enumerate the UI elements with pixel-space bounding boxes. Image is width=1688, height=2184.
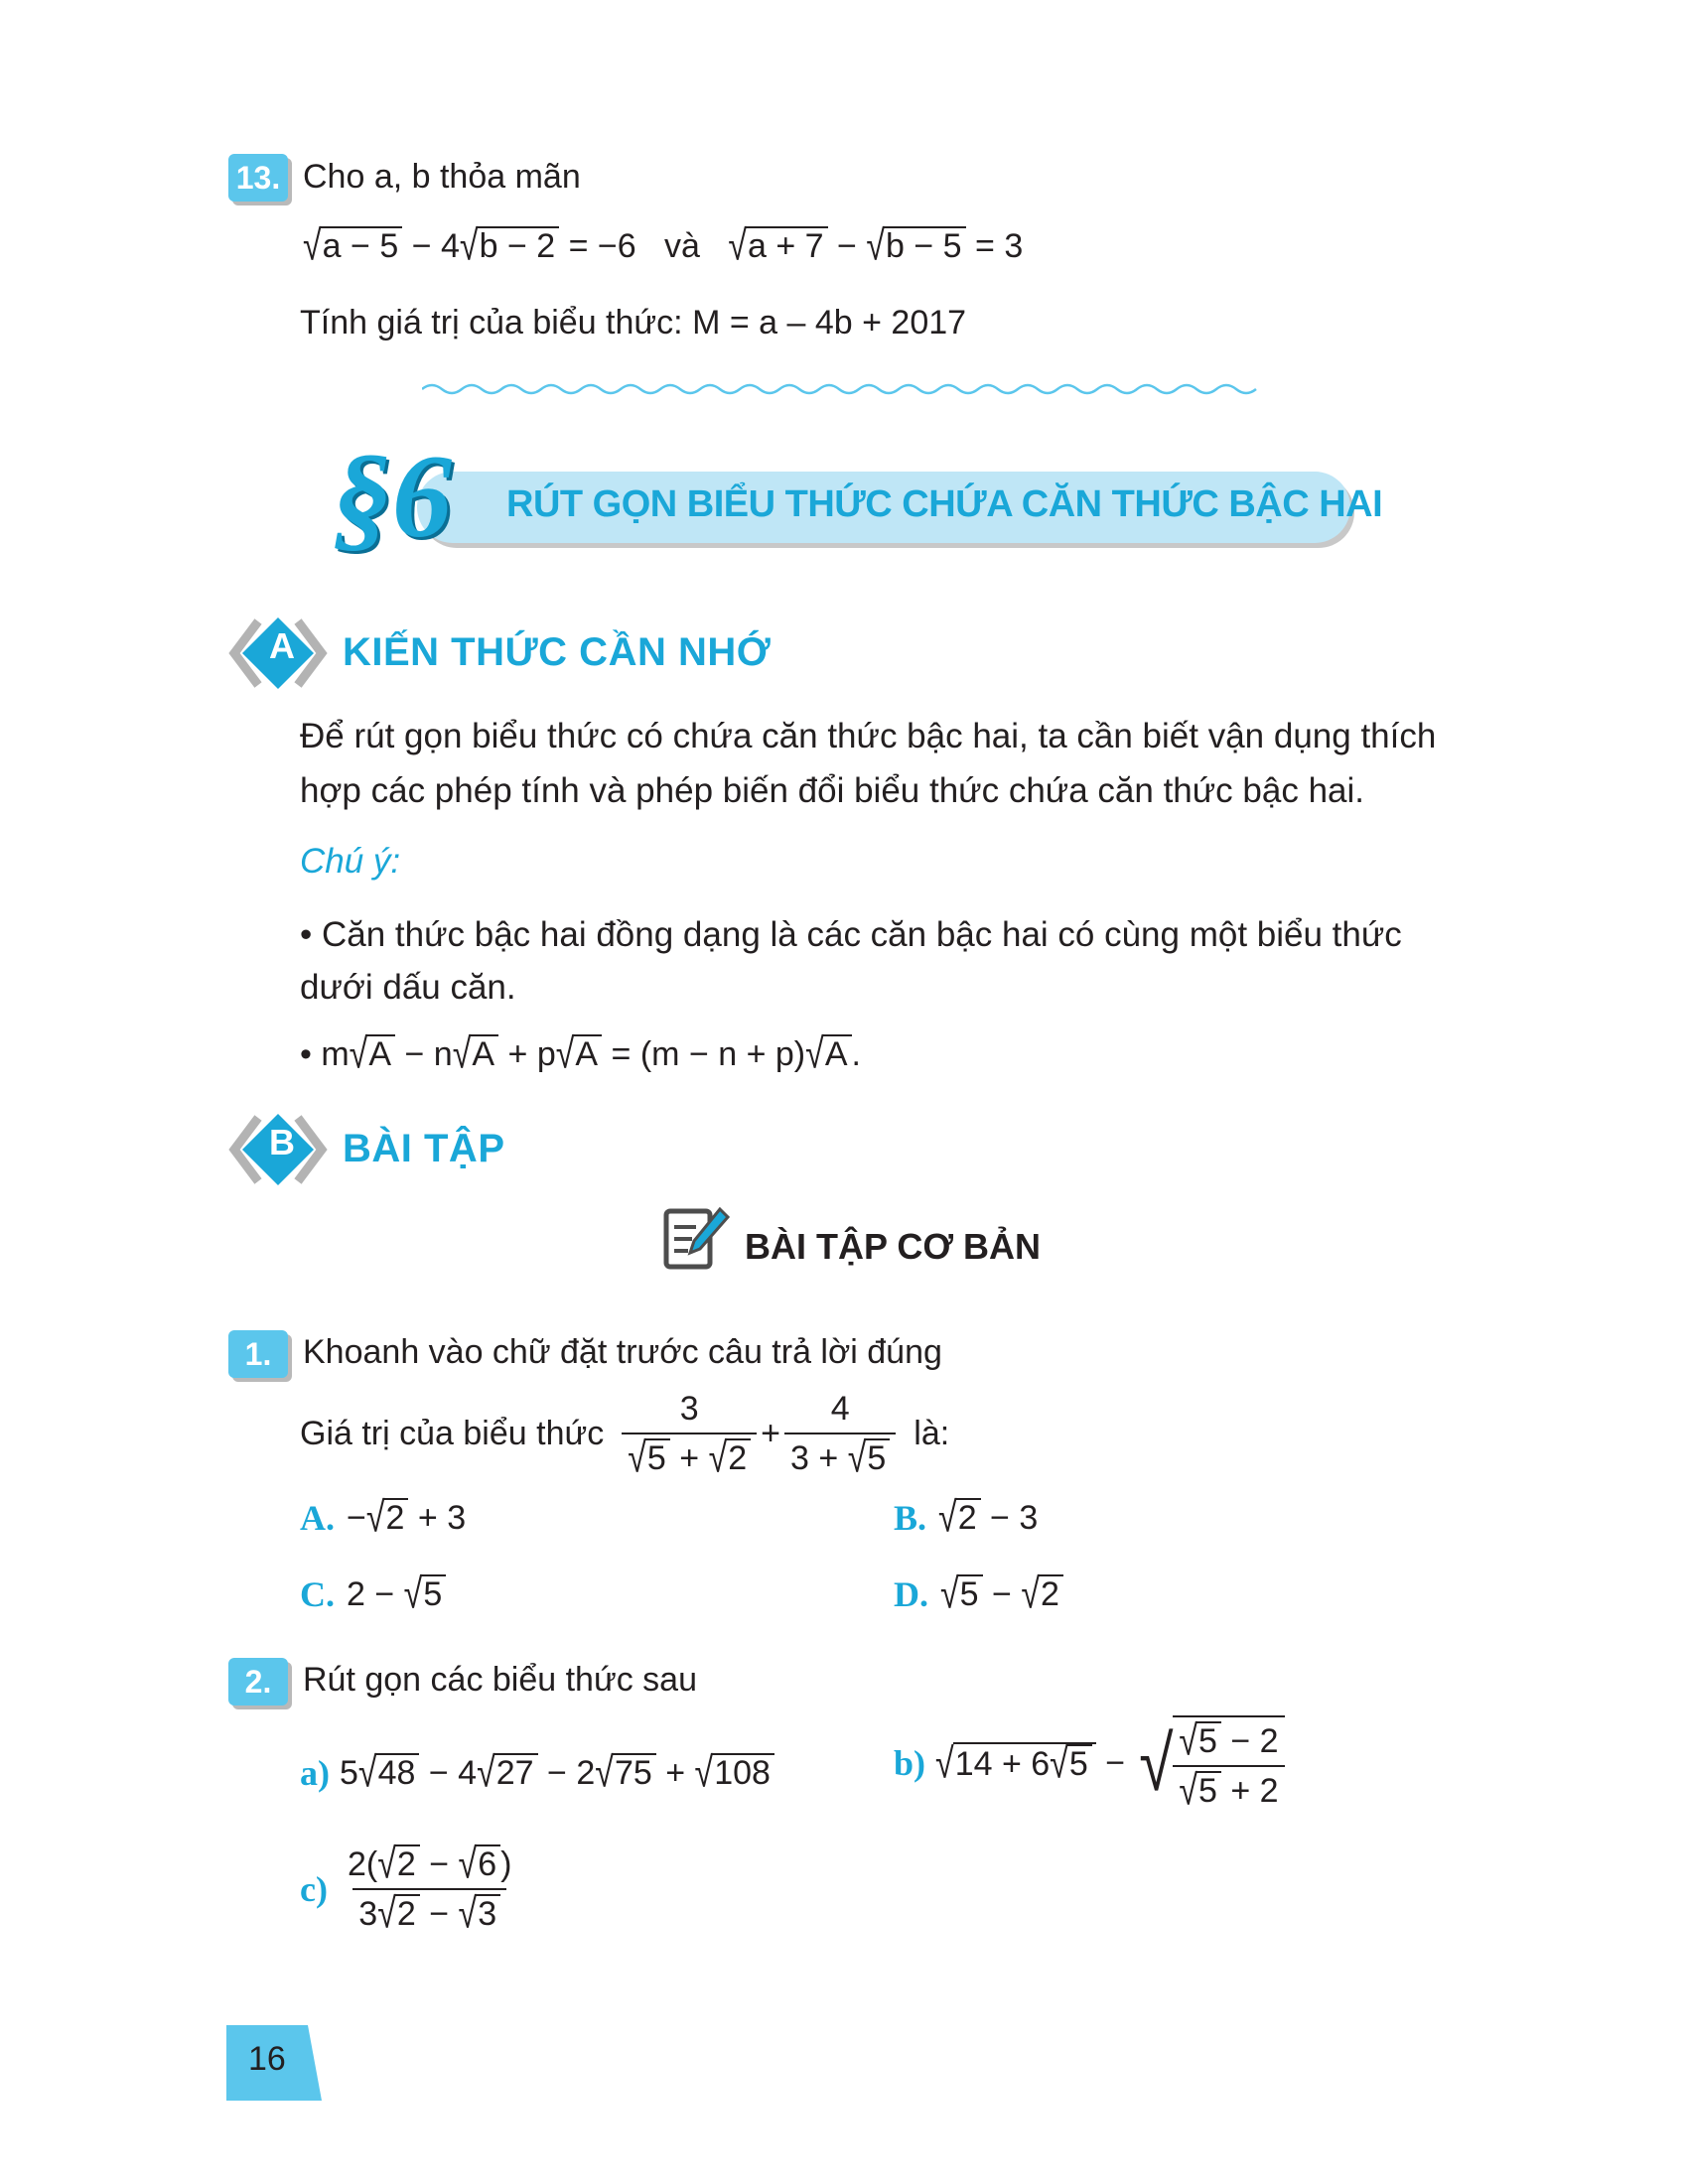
part-label: b): [894, 1743, 926, 1783]
question-prompt: Khoanh vào chữ đặt trước câu trả lời đúng: [303, 1333, 942, 1371]
expression-lead: Giá trị của biểu thức: [300, 1415, 605, 1452]
part-c-expression: c) $\frac{2(√2 - √6 )}{3√2 - √3}$: [300, 1841, 512, 1938]
option-label: D.: [894, 1574, 928, 1614]
sqrt-expression: √A: [350, 1034, 395, 1074]
part-b-heading: BÀI TẬP: [343, 1127, 505, 1170]
part-b-expression: b) √14 + 6√5 − √ $\frac{√5 - 2}{√5 + 2}$: [894, 1715, 1285, 1811]
paragraph-line: hợp các phép tính và phép biến đổi biểu thức chứa căn thức bậc hai.: [300, 771, 1364, 810]
bullet-line: dưới dấu căn.: [300, 968, 516, 1007]
section-symbol: §6: [333, 430, 452, 562]
sqrt-expression: √A: [805, 1034, 851, 1074]
part-a-expression: a) 5√48 − 4√27 − 2√75 + √108: [300, 1752, 774, 1794]
question-number-badge: 2.: [228, 1658, 288, 1706]
problem-intro: Cho a, b thỏa mãn: [303, 158, 581, 196]
part-a-badge-letter: A: [269, 625, 295, 666]
section-title: RÚT GỌN BIỂU THỨC CHỨA CĂN THỨC BẬC HAI: [506, 483, 1383, 525]
fraction: $\frac{4}{3 + √5}$: [784, 1390, 896, 1478]
expression-line: Giá trị của biểu thức $\frac{3}{√5 + √2}$ + $\frac{4}{3 + √5}$ là:: [300, 1390, 950, 1482]
option-label: C.: [300, 1574, 335, 1614]
note-label: Chú ý:: [300, 842, 401, 881]
paragraph-line: Để rút gọn biểu thức có chứa căn thức bậc hai, ta cần biết vận dụng thích: [300, 717, 1437, 755]
sqrt-expression: √a + 7: [728, 226, 827, 266]
option-label: A.: [300, 1498, 335, 1538]
subheading: BÀI TẬP CƠ BẢN: [745, 1226, 1042, 1267]
part-b-badge-letter: B: [269, 1122, 295, 1162]
option-label: B.: [894, 1498, 927, 1538]
wavy-divider: [422, 379, 1266, 399]
option-b[interactable]: B. √2 − 3: [894, 1494, 1039, 1542]
bullet-line: • Căn thức bậc hai đồng dạng là các căn bậc hai có cùng một biểu thức: [300, 915, 1402, 954]
exercise-pencil-icon: [660, 1203, 730, 1275]
problem-task: Tính giá trị của biểu thức: M = a – 4b + 2017: [300, 304, 967, 341]
sqrt-expression: √b − 5: [866, 226, 965, 266]
problem-number-badge: 13.: [228, 154, 288, 202]
equation-connector: và: [664, 227, 700, 265]
formula-line: • m√A − n√A + p√A = (m − n + p)√A .: [300, 1030, 861, 1078]
part-a-heading: KIẾN THỨC CẦN NHỚ: [343, 630, 772, 674]
sqrt-expression: √b − 2: [460, 226, 559, 266]
sqrt-expression: √A: [453, 1034, 498, 1074]
question-number-badge: 1.: [228, 1330, 288, 1378]
question-prompt: Rút gọn các biểu thức sau: [303, 1661, 697, 1699]
equation-line: √a − 5 − 4√b − 2 = −6 và √a + 7 − √b − 5 = 3: [303, 222, 1024, 270]
option-a[interactable]: A. −√2 + 3: [300, 1494, 467, 1542]
option-d[interactable]: D. √5 − √2: [894, 1573, 1063, 1615]
expression-tail: là:: [914, 1415, 950, 1452]
sqrt-expression: √A: [556, 1034, 602, 1074]
part-label: a): [300, 1753, 330, 1793]
page-number: 16: [248, 2040, 286, 2078]
sqrt-expression: √a − 5: [303, 226, 402, 266]
fraction: $\frac{3}{√5 + √2}$: [622, 1390, 757, 1478]
option-c[interactable]: C. 2 − √5: [300, 1573, 446, 1615]
part-label: c): [300, 1869, 328, 1909]
